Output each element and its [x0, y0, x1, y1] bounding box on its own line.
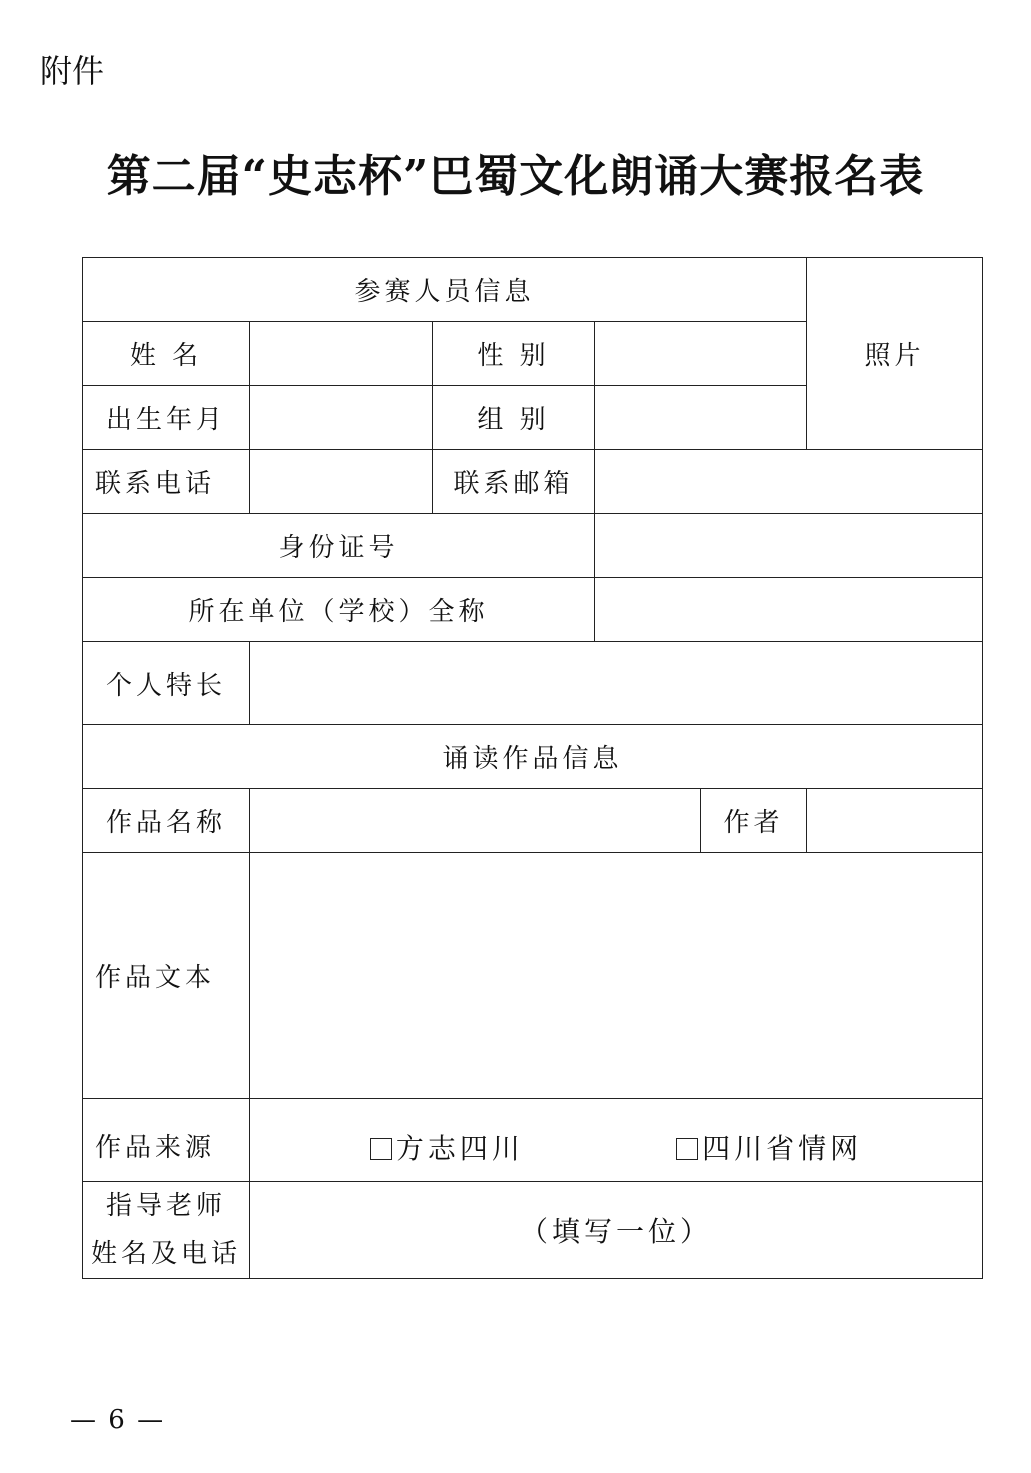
organization-field[interactable]	[595, 578, 983, 642]
photo-cell[interactable]: 照片	[807, 258, 983, 450]
checkbox-icon[interactable]	[370, 1138, 392, 1160]
email-field[interactable]	[595, 450, 983, 514]
birth-field[interactable]	[250, 386, 433, 450]
name-label: 姓 名	[83, 322, 250, 386]
attachment-label: 附件	[40, 52, 105, 90]
source-option-fangzhi-label: 方志四川	[395, 1132, 524, 1165]
work-source-options	[250, 1099, 983, 1182]
teacher-field[interactable]: （填写一位）	[250, 1182, 983, 1279]
section-work-header: 诵读作品信息	[83, 725, 983, 789]
teacher-label-line1: 指导老师	[105, 1191, 226, 1221]
work-text-field[interactable]	[250, 853, 983, 1099]
specialty-label: 个人特长	[83, 642, 250, 725]
teacher-label	[83, 1182, 250, 1279]
work-text-label: 作品文本	[83, 853, 250, 1099]
email-label: 联系邮箱	[433, 450, 595, 514]
work-source-label: 作品来源	[83, 1099, 250, 1182]
author-label: 作者	[701, 789, 807, 853]
section-participant-header: 参赛人员信息	[83, 258, 807, 322]
id-number-label: 身份证号	[83, 514, 595, 578]
form-title: 第二届“史志杯”巴蜀文化朗诵大赛报名表	[106, 151, 925, 202]
work-name-label: 作品名称	[83, 789, 250, 853]
phone-field[interactable]	[250, 450, 433, 514]
source-option-fangzhi[interactable]	[370, 1127, 524, 1167]
source-option-shengqing-label: 四川省情网	[702, 1132, 863, 1165]
author-field[interactable]	[807, 789, 983, 853]
teacher-label-line2: 姓名及电话	[90, 1239, 241, 1269]
phone-label: 联系电话	[83, 450, 250, 514]
id-number-field[interactable]	[595, 514, 983, 578]
registration-form-table	[82, 257, 983, 1279]
gender-field[interactable]	[595, 322, 807, 386]
work-name-field[interactable]	[250, 789, 701, 853]
page-number: — 6 —	[70, 1405, 166, 1435]
name-field[interactable]	[250, 322, 433, 386]
checkbox-icon[interactable]	[676, 1138, 698, 1160]
specialty-field[interactable]	[250, 642, 983, 725]
group-field[interactable]	[595, 386, 807, 450]
group-label: 组 别	[433, 386, 595, 450]
birth-label: 出生年月	[83, 386, 250, 450]
organization-label: 所在单位（学校）全称	[83, 578, 595, 642]
source-option-shengqing[interactable]	[676, 1127, 862, 1167]
gender-label: 性 别	[433, 322, 595, 386]
